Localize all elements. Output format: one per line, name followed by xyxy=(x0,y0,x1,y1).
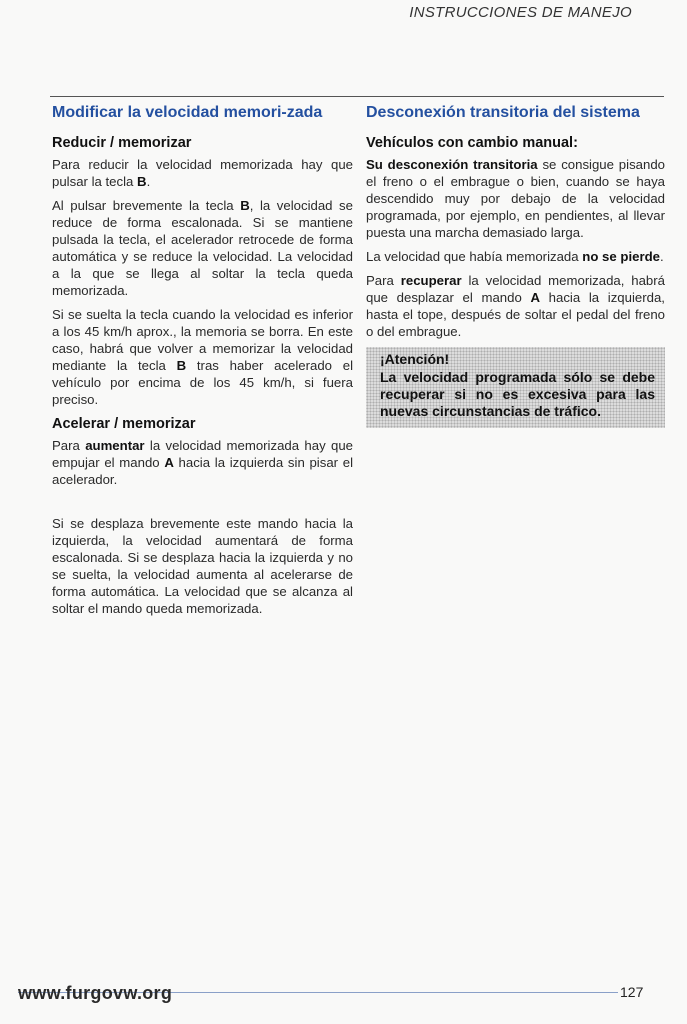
subheading-reduce: Reducir / memorizar xyxy=(52,135,192,151)
page-header xyxy=(50,0,664,98)
paragraph-gap xyxy=(52,495,353,515)
header-title: INSTRUCCIONES DE MANEJO xyxy=(409,4,632,21)
key-b: B xyxy=(137,174,147,189)
key-b: B xyxy=(176,358,187,373)
paragraph-disconnect-1: Su desconexión transitoria se consigue pisando el freno o el embrague o bien, cuando se haya descendido muy por debajo de la velocidad programada, por ejemplo, en pendientes, al llevar puesta una marcha demasiado larga. xyxy=(366,157,665,240)
paragraph-disconnect-3: Para recuperar la velocidad memorizada, habrá que desplazar el mando A hacia la izquierda, hasta el tope, después de soltar el pedal del freno o del embrague. xyxy=(366,273,665,339)
section-heading-modify-speed: Modificar la velocidad memori-zada xyxy=(52,104,323,121)
watermark: www.furgovw.org xyxy=(18,983,173,1003)
header-rule xyxy=(50,96,664,97)
subheading-accelerate: Acelerar / memorizar xyxy=(52,416,196,432)
warning-text: La velocidad programada sólo se debe recuperar si no es excesiva para las nuevas circunstancias de tráfico. xyxy=(380,369,655,419)
left-column xyxy=(52,103,353,624)
warning-box xyxy=(366,347,665,428)
key-a: A xyxy=(530,290,540,305)
paragraph-accelerate-1: Para aumentar la velocidad memorizada hay que empujar el mando A hacia la izquierda sin pisar el acelerador. xyxy=(52,438,354,487)
key-a: A xyxy=(164,455,174,470)
paragraph-reduce-2: Al pulsar brevemente la tecla B, la velocidad se reduce de forma escalonada. Si se mantiene pulsada la tecla, el acelerador retrocede de forma automática y se reduce la velocidad. La velocidad a la que se llega al soltar la tecla queda memorizada. xyxy=(52,198,353,298)
warning-title: ¡Atención! xyxy=(380,351,450,367)
section-heading-temporary-disconnect: Desconexión transitoria del sistema xyxy=(366,104,640,121)
paragraph-reduce-1: Para reducir la velocidad memorizada hay que pulsar la tecla B. xyxy=(52,157,353,189)
paragraph-disconnect-2: La velocidad que había memorizada no se pierde. xyxy=(366,249,664,264)
subheading-manual-gearbox: Vehículos con cambio manual: xyxy=(366,135,578,151)
paragraph-reduce-3: Si se suelta la tecla cuando la velocidad es inferior a los 45 km/h aprox., la memoria se borra. En este caso, habrá que volver a memorizar la velocidad mediante la tecla B tras haber acelerado el vehículo por encima de los 45 km/h, si fuera preciso. xyxy=(52,307,354,407)
right-column xyxy=(366,103,665,428)
key-b: B xyxy=(240,198,250,213)
page-number: 127 xyxy=(620,984,644,1000)
paragraph-accelerate-2: Si se desplaza brevemente este mando hacia la izquierda, la velocidad aumentará de forma escalonada. Si se desplaza hacia la izquierda y no se suelta, la velocidad aumenta al acelerarse de forma automática. La velocidad que se alcanza al soltar el mando queda memorizada. xyxy=(52,516,353,616)
